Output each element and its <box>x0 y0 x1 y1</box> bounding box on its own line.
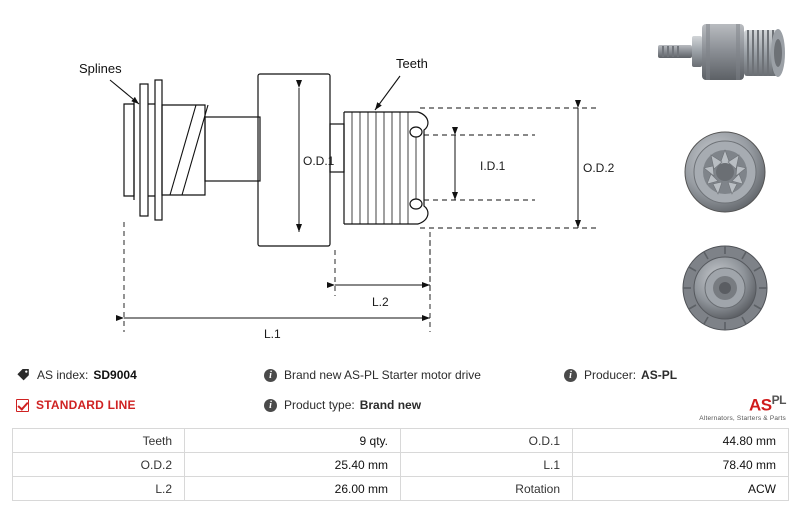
brand-logo-text <box>699 392 786 414</box>
product-type-label: Product type: <box>284 398 355 412</box>
description-block <box>264 368 564 382</box>
spec-key: Teeth <box>13 429 185 453</box>
spec-value: 9 qty. <box>185 429 401 453</box>
info-icon: i <box>264 399 277 412</box>
product-photos <box>650 0 800 352</box>
product-type-value: Brand new <box>359 398 422 412</box>
specifications-table <box>12 428 789 501</box>
producer-block <box>564 368 784 382</box>
tag-icon <box>16 368 30 382</box>
table-row <box>13 429 789 453</box>
label-teeth: Teeth <box>396 56 428 71</box>
brand-logo-pl: PL <box>771 393 786 407</box>
spec-key: O.D.2 <box>13 453 185 477</box>
spec-key: O.D.1 <box>401 429 573 453</box>
table-row <box>13 453 789 477</box>
spec-value: 78.40 mm <box>573 453 789 477</box>
label-l1: L.1 <box>264 327 281 341</box>
label-od1: O.D.1 <box>303 154 335 168</box>
spec-value: ACW <box>573 477 789 501</box>
starter-drive-gear-end-photo <box>650 116 800 228</box>
spec-value: 26.00 mm <box>185 477 401 501</box>
photo-spline-end-view <box>650 232 800 344</box>
spec-key: L.2 <box>13 477 185 501</box>
spec-key: L.1 <box>401 453 573 477</box>
photo-gear-end-view <box>650 116 800 228</box>
standard-line-badge <box>16 398 264 412</box>
label-splines: Splines <box>79 61 122 76</box>
as-index-label: AS index: <box>37 368 89 382</box>
label-l2: L.2 <box>372 295 389 309</box>
label-id1: I.D.1 <box>480 159 506 173</box>
brand-tagline: Alternators, Starters & Parts <box>699 414 786 422</box>
spec-key: Rotation <box>401 477 573 501</box>
product-info <box>0 360 800 422</box>
check-icon <box>16 399 29 412</box>
standard-line-label: STANDARD LINE <box>36 398 136 412</box>
info-icon: i <box>264 369 277 382</box>
info-icon: i <box>564 369 577 382</box>
info-row-1 <box>16 360 784 390</box>
spec-value: 44.80 mm <box>573 429 789 453</box>
producer-label: Producer: <box>584 368 637 382</box>
as-index-value: SD9004 <box>93 368 137 382</box>
producer-value: AS-PL <box>641 368 678 382</box>
starter-drive-side-photo <box>650 2 800 114</box>
photo-side-view <box>650 2 800 114</box>
product-type-block <box>264 398 564 412</box>
product-description: Brand new AS-PL Starter motor drive <box>284 368 481 382</box>
info-row-2 <box>16 390 784 420</box>
brand-logo <box>699 392 786 422</box>
table-row <box>13 477 789 501</box>
starter-drive-spline-end-photo <box>650 232 800 344</box>
label-od2: O.D.2 <box>583 161 615 175</box>
brand-logo-as: AS <box>749 395 772 415</box>
as-index-block <box>16 368 264 382</box>
spec-value: 25.40 mm <box>185 453 401 477</box>
